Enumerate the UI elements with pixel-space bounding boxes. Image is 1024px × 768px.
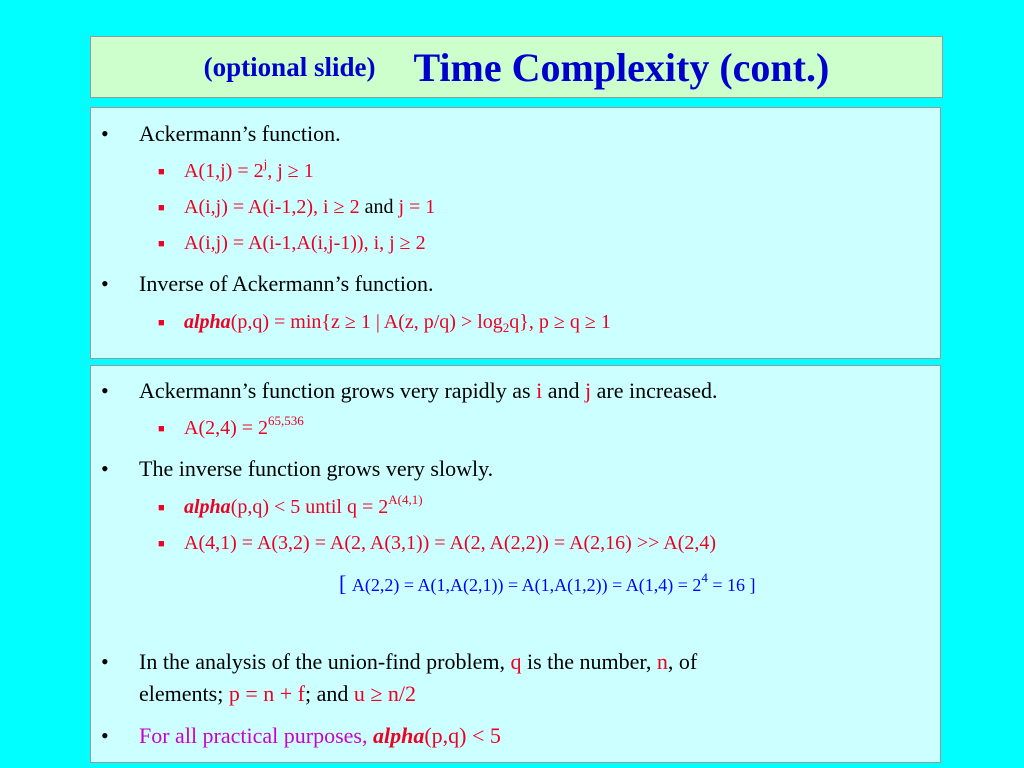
sub-bullet-aij2: ■ A(i,j) = A(i-1,A(i,j-1)), i, j ≥ 2 [158, 232, 426, 254]
sub-bullet-a24: ■ $A(2,4) = 2^{65,536}$ [158, 413, 304, 439]
bullet-practical: • For all practical purposes, alpha(p,q) < 5 [101, 723, 501, 748]
title-main: Time Complexity (cont.) [413, 44, 830, 90]
union-find-continuation: elements; p = n + f; and u ≥ n/2 [139, 681, 417, 706]
note-a22: [ $A(2,2) = A(1,A(2,1)) = A(1,A(1,2)) = A(1,4) = 2^4 = 16$ ] [339, 570, 756, 596]
slide-title [90, 36, 943, 98]
bullet-union-find: • In the analysis of the union-find problem, q is the number, n, of [101, 649, 698, 674]
sub-bullet-alpha-lt5: ■ alpha(p,q) < 5 until $q = 2^{A(4,1)}$ [158, 492, 423, 518]
sub-bullet-aij1: ■ A(i,j) = A(i-1,2), i ≥ 2 and j = 1 [158, 196, 436, 218]
sub-bullet-alpha-def: ■ alpha(p,q) = min{z ≥ 1 | A(z, $p/q) > \log_2q$}, p ≥ q ≥ 1 [158, 311, 611, 335]
sub-bullet-a1j: ■ $A(1,j) = 2^j$, j ≥ 1 [158, 156, 314, 182]
growth-box [90, 365, 941, 763]
bullet-growth: • Ackermann’s function grows very rapidly as i and j are increased. [101, 378, 718, 403]
bullet-inverse-slow: • The inverse function grows very slowly. [101, 456, 494, 481]
definitions-box [90, 107, 941, 359]
bullet-inverse: • Inverse of Ackermann’s function. [101, 271, 434, 296]
title-optional: (optional slide) [203, 51, 376, 82]
sub-bullet-a41: ■ A(4,1) = A(3,2) = A(2, A(3,1)) = A(2, A(2,2)) = A(2,16) >> A(2,4) [158, 532, 717, 554]
bullet-ackermann: • Ackermann’s function. [101, 121, 341, 146]
